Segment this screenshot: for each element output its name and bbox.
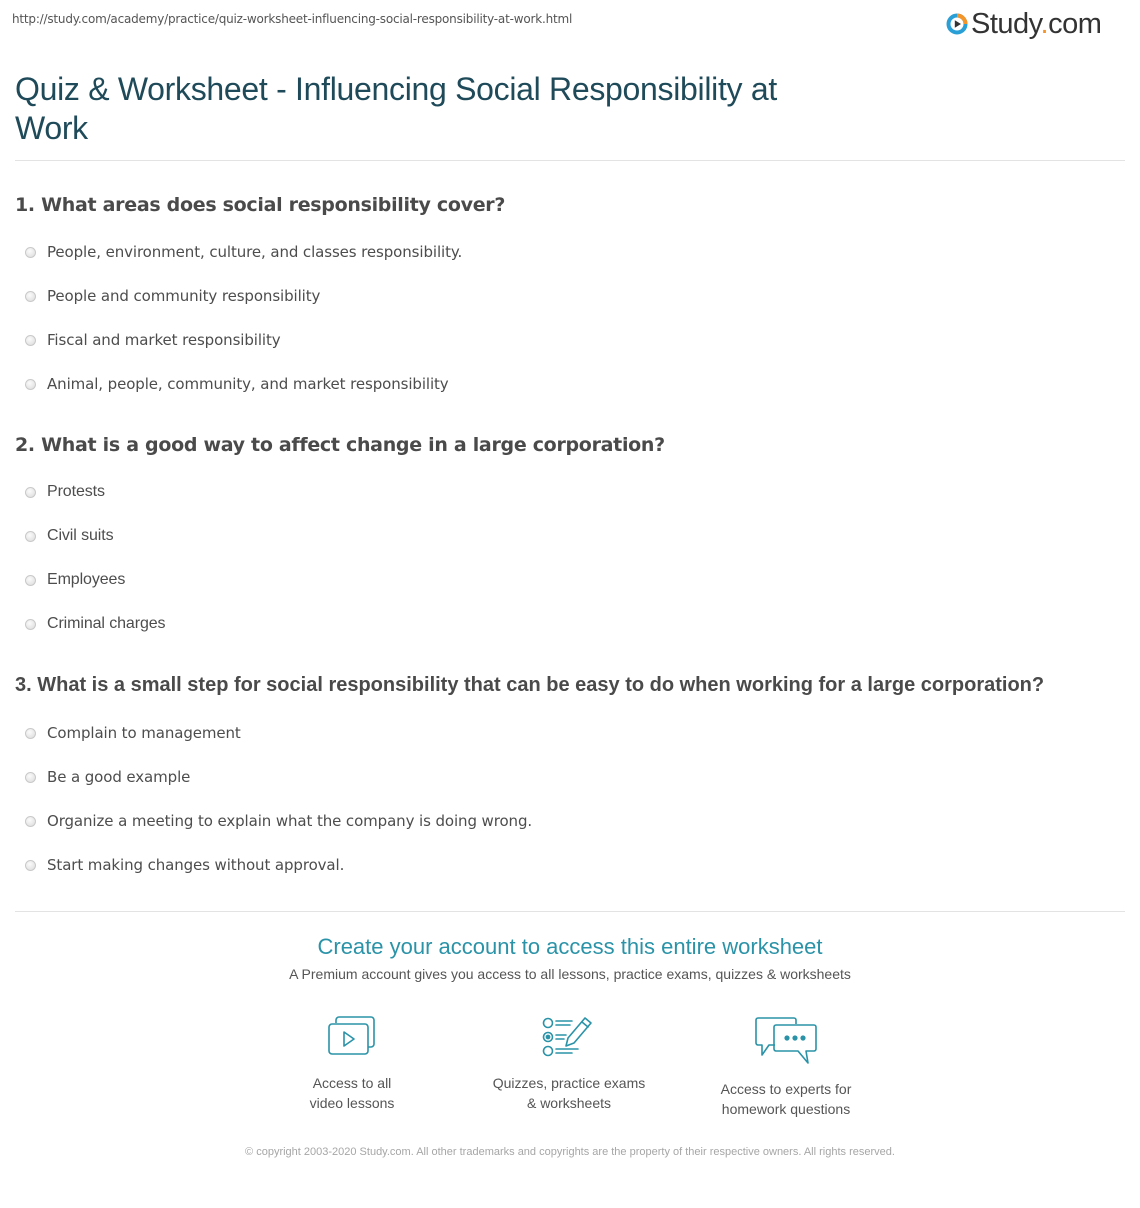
answer-option[interactable]	[15, 558, 665, 602]
answer-option[interactable]	[15, 755, 1044, 799]
answer-label: Be a good example	[47, 768, 191, 786]
answer-label: Organize a meeting to explain what the company is doing wrong.	[47, 812, 533, 830]
answer-label: Civil suits	[47, 527, 114, 544]
answer-label: Protests	[47, 483, 105, 500]
feature-label: Access to experts for homework questions	[720, 1081, 852, 1117]
answer-label: Complain to management	[47, 724, 241, 742]
cta-subtitle: A Premium account gives you access to all lessons, practice exams, quizzes & worksheets	[289, 966, 851, 982]
answer-options	[15, 470, 665, 646]
answer-option[interactable]	[15, 514, 665, 558]
feature-label: Access to all video lessons	[309, 1075, 395, 1111]
radio-button[interactable]	[25, 335, 36, 346]
answer-option[interactable]	[15, 843, 1044, 887]
video-lessons-icon	[252, 1015, 452, 1059]
answer-options	[15, 230, 505, 406]
page-url: http://study.com/academy/practice/quiz-worksheet-influencing-social-responsibility-at-work.html	[12, 12, 573, 26]
question-title: 2. What is a good way to affect change in a large corporation?	[15, 434, 665, 456]
answer-label: People and community responsibility	[47, 287, 321, 305]
radio-button[interactable]	[25, 291, 36, 302]
copyright-footer: © copyright 2003-2020 Study.com. All other trademarks and copyrights are the property of their respective owners. All rights reserved.	[245, 1146, 895, 1158]
signup-cta	[0, 934, 1140, 982]
create-account-link[interactable]: Create your account to access this entire worksheet	[317, 934, 823, 959]
answer-option[interactable]	[15, 799, 1044, 843]
answer-option[interactable]	[15, 274, 505, 318]
radio-button[interactable]	[25, 379, 36, 390]
answer-label: Start making changes without approval.	[47, 856, 345, 874]
radio-button[interactable]	[25, 247, 36, 258]
study-com-logo[interactable]	[946, 9, 1101, 39]
question-title: 1. What areas does social responsibility cover?	[15, 194, 506, 216]
answer-label: Fiscal and market responsibility	[47, 331, 281, 349]
answer-option[interactable]	[15, 602, 665, 646]
feature-quizzes	[469, 1015, 669, 1113]
radio-button[interactable]	[25, 531, 36, 542]
answer-option[interactable]	[15, 711, 1044, 755]
answer-option[interactable]	[15, 230, 505, 274]
question-3	[15, 674, 1044, 887]
feature-label: Quizzes, practice exams & worksheets	[492, 1075, 646, 1111]
answer-label: Criminal charges	[47, 615, 166, 632]
answer-options	[15, 711, 1044, 887]
logo-wordmark: Study.com	[971, 8, 1102, 40]
answer-option[interactable]	[15, 318, 505, 362]
chat-bubbles-icon	[686, 1015, 886, 1065]
radio-button[interactable]	[25, 728, 36, 739]
quiz-checklist-icon	[469, 1015, 669, 1059]
play-circle-icon	[946, 13, 968, 35]
divider	[15, 911, 1125, 912]
radio-button[interactable]	[25, 860, 36, 871]
radio-button[interactable]	[25, 487, 36, 498]
feature-experts	[686, 1015, 886, 1119]
feature-video-lessons	[252, 1015, 452, 1113]
radio-button[interactable]	[25, 575, 36, 586]
answer-option[interactable]	[15, 362, 505, 406]
answer-label: Employees	[47, 571, 126, 588]
answer-label: Animal, people, community, and market responsibility	[47, 375, 449, 393]
radio-button[interactable]	[25, 619, 36, 630]
question-title: 3. What is a small step for social responsibility that can be easy to do when working for a large corporation?	[15, 674, 1045, 696]
question-2	[15, 434, 665, 646]
question-1	[15, 194, 505, 406]
answer-label: People, environment, culture, and classes responsibility.	[47, 243, 463, 261]
answer-option[interactable]	[15, 470, 665, 514]
page-title: Quiz & Worksheet - Influencing Social Responsibility at Work	[15, 71, 777, 146]
radio-button[interactable]	[25, 816, 36, 827]
divider	[15, 160, 1125, 161]
radio-button[interactable]	[25, 772, 36, 783]
